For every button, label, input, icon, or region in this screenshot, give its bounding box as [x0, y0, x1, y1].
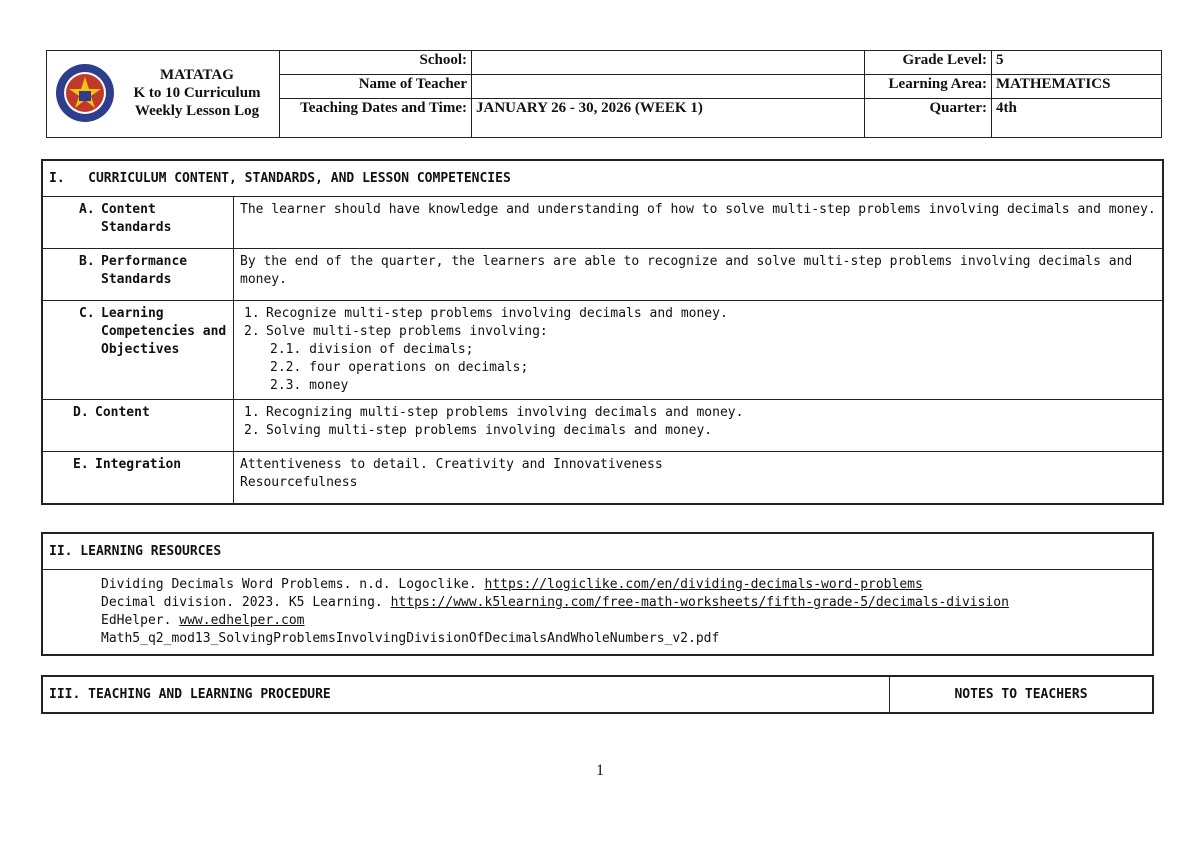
row-label: Content Standards — [101, 202, 172, 235]
deped-seal-icon — [55, 63, 115, 123]
content-standards-label — [42, 197, 234, 249]
quarter-field[interactable]: 4th — [992, 99, 1162, 138]
procedure-section — [41, 675, 1154, 714]
resource-item: Dividing Decimals Word Problems. n.d. Logoclike. https://logiclike.com/en/dividing-decimals-word-problems — [101, 577, 923, 592]
row-key: A. — [79, 202, 95, 217]
sub-list-item: 2.3. money — [270, 378, 349, 393]
list-item: 1. Recognize multi-step problems involving decimals and money. — [244, 306, 728, 321]
list-item: 2. Solving multi-step problems involving decimals and money. — [244, 423, 713, 438]
section-1-title: I. CURRICULUM CONTENT, STANDARDS, AND LESSON COMPETENCIES — [42, 160, 1163, 197]
logo-line-3: Weekly Lesson Log — [134, 103, 260, 119]
curriculum-title — [115, 66, 279, 120]
resource-link[interactable]: www.edhelper.com — [179, 613, 305, 628]
integration-text — [234, 452, 1164, 504]
dates-field[interactable]: JANUARY 26 - 30, 2026 (WEEK 1) — [472, 99, 865, 138]
notes-to-teachers-title: NOTES TO TEACHERS — [890, 676, 1154, 713]
performance-standards-text: By the end of the quarter, the learners are able to recognize and solve multi-step problems involving decimals and money. — [234, 249, 1164, 301]
resource-item: Math5_q2_mod13_SolvingProblemsInvolvingDivisionOfDecimalsAndWholeNumbers_v2.pdf — [101, 631, 720, 646]
resource-item: EdHelper. www.edhelper.com — [101, 613, 305, 628]
grade-field[interactable]: 5 — [992, 51, 1162, 75]
sub-list-item: 2.2. four operations on decimals; — [270, 360, 529, 375]
area-field[interactable]: MATHEMATICS — [992, 75, 1162, 99]
list-item: 2. Solve multi-step problems involving: — [244, 324, 548, 339]
resource-link[interactable]: https://www.k5learning.com/free-math-worksheets/fifth-grade-5/decimals-division — [390, 595, 1009, 610]
school-label: School: — [280, 51, 472, 75]
logo-cell — [47, 51, 280, 138]
quarter-label: Quarter: — [865, 99, 992, 138]
header-table — [46, 50, 1162, 138]
area-label: Learning Area: — [865, 75, 992, 99]
integration-line: Resourcefulness — [240, 475, 358, 490]
content-list — [234, 400, 1164, 452]
row-key: C. — [79, 306, 95, 321]
page-number: 1 — [596, 762, 604, 779]
resource-link[interactable]: https://logiclike.com/en/dividing-decimals-word-problems — [484, 577, 923, 592]
integration-line: Attentiveness to detail. Creativity and Innovativeness — [240, 457, 663, 472]
competencies-list — [234, 301, 1164, 400]
logo-line-2: K to 10 Curriculum — [133, 85, 261, 101]
teacher-field[interactable] — [472, 75, 865, 99]
performance-standards-label — [42, 249, 234, 301]
competencies-label — [42, 301, 234, 400]
row-label: Integration — [95, 457, 182, 472]
section-2-title: II. LEARNING RESOURCES — [42, 533, 1153, 570]
row-key: B. — [79, 254, 95, 269]
list-item: 1. Recognizing multi-step problems involving decimals and money. — [244, 405, 744, 420]
sub-list-item: 2.1. division of decimals; — [270, 342, 474, 357]
row-key: D. — [73, 405, 89, 420]
curriculum-section — [41, 159, 1164, 505]
school-field[interactable] — [472, 51, 865, 75]
logo-line-1: MATATAG — [160, 67, 234, 83]
resources-list — [42, 570, 1153, 656]
row-key: E. — [73, 457, 89, 472]
teacher-label: Name of Teacher — [280, 75, 472, 99]
section-3-title: III. TEACHING AND LEARNING PROCEDURE — [42, 676, 890, 713]
content-label — [42, 400, 234, 452]
dates-label: Teaching Dates and Time: — [280, 99, 472, 138]
row-label: Content — [95, 405, 150, 420]
integration-label — [42, 452, 234, 504]
learning-resources-section — [41, 532, 1154, 656]
row-label: Performance Standards — [101, 254, 188, 287]
content-standards-text: The learner should have knowledge and understanding of how to solve multi-step problems involving decimals and money. — [234, 197, 1164, 249]
resource-item: Decimal division. 2023. K5 Learning. https://www.k5learning.com/free-math-worksheets/fifth-grade-5/decimals-division — [101, 595, 1009, 610]
row-label: Learning Competencies and Objectives — [101, 306, 227, 357]
grade-label: Grade Level: — [865, 51, 992, 75]
